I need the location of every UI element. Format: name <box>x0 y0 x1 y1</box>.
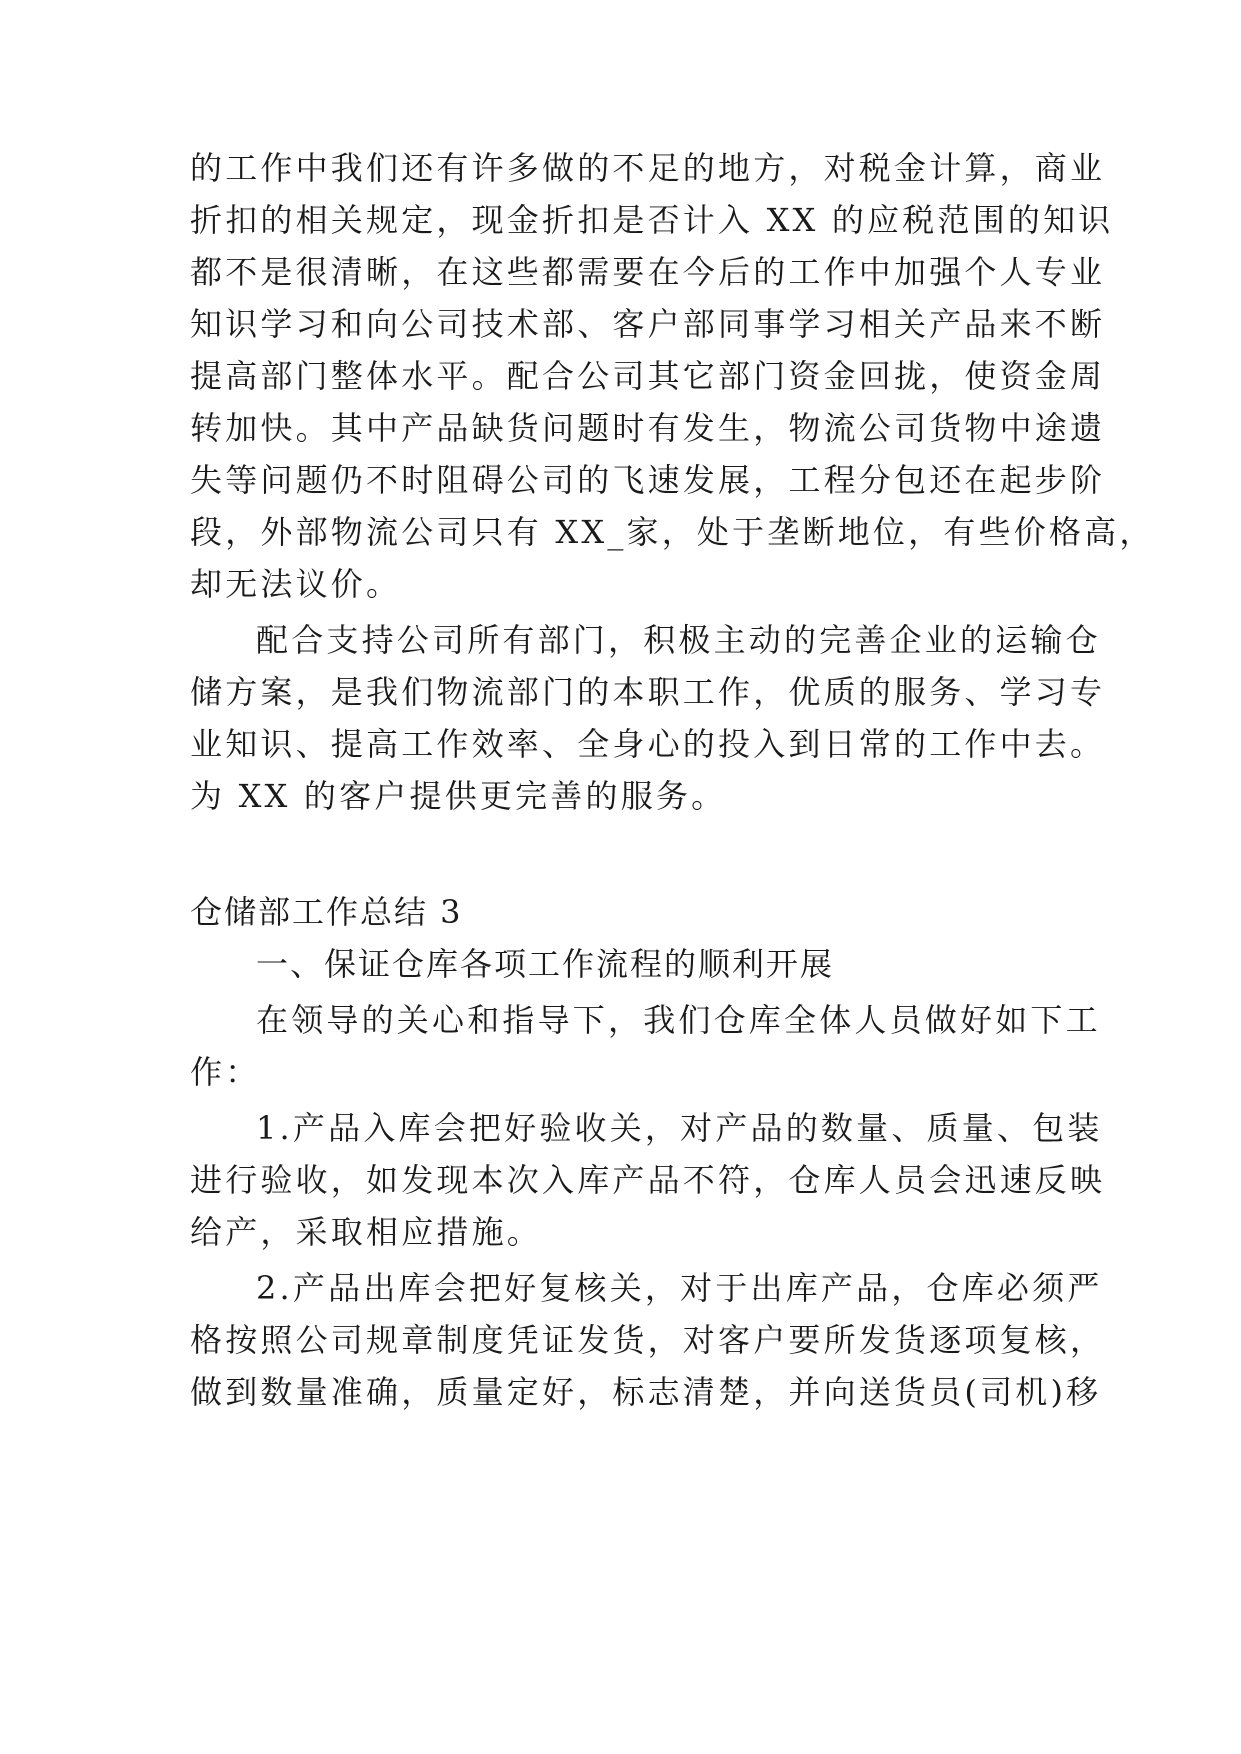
paragraph-line: 折扣的相关规定，现金折扣是否计入 XX 的应税范围的知识 <box>190 201 1114 239</box>
paragraph-line: 的工作中我们还有许多做的不足的地方，对税金计算，商业 <box>190 149 1106 187</box>
list-item-line: 2.产品出库会把好复核关，对于出库产品，仓库必须严 <box>256 1269 1103 1307</box>
paragraph-line: 为 XX 的客户提供更完善的服务。 <box>190 777 727 815</box>
paragraph-line: 却无法议价。 <box>190 565 402 603</box>
list-item-line: 1.产品入库会把好验收关，对产品的数量、质量、包装 <box>256 1109 1103 1147</box>
paragraph-line: 提高部门整体水平。配合公司其它部门资金回拢，使资金周 <box>190 357 1106 395</box>
paragraph-line: 储方案，是我们物流部门的本职工作，优质的服务、学习专 <box>190 673 1106 711</box>
paragraph-line: 在领导的关心和指导下，我们仓库全体人员做好如下工 <box>256 1001 1101 1039</box>
subheading: 一、保证仓库各项工作流程的顺利开展 <box>256 945 835 983</box>
list-item-line: 格按照公司规章制度凭证发货，对客户要所发货逐项复核， <box>190 1321 1106 1359</box>
paragraph-line: 都不是很清晰，在这些都需要在今后的工作中加强个人专业 <box>190 253 1106 291</box>
paragraph-line: 业知识、提高工作效率、全身心的投入到日常的工作中去。 <box>190 725 1106 763</box>
paragraph-line: 失等问题仍不时阻碍公司的飞速发展，工程分包还在起步阶 <box>190 461 1106 499</box>
paragraph-line: 作： <box>190 1053 261 1091</box>
list-item-line: 给产，采取相应措施。 <box>190 1213 543 1251</box>
paragraph-line: 段，外部物流公司只有 XX_家，处于垄断地位，有些价格高， <box>190 513 1155 551</box>
paragraph-line: 转加快。其中产品缺货问题时有发生，物流公司货物中途遗 <box>190 409 1106 447</box>
section-title: 仓储部工作总结 3 <box>190 893 463 931</box>
list-item-line: 进行验收，如发现本次入库产品不符，仓库人员会迅速反映 <box>190 1161 1106 1199</box>
paragraph-line: 配合支持公司所有部门，积极主动的完善企业的运输仓 <box>256 621 1101 659</box>
list-item-line: 做到数量准确，质量定好，标志清楚，并向送货员(司机)移 <box>190 1373 1102 1411</box>
paragraph-line: 知识学习和向公司技术部、客户部同事学习相关产品来不断 <box>190 305 1106 343</box>
